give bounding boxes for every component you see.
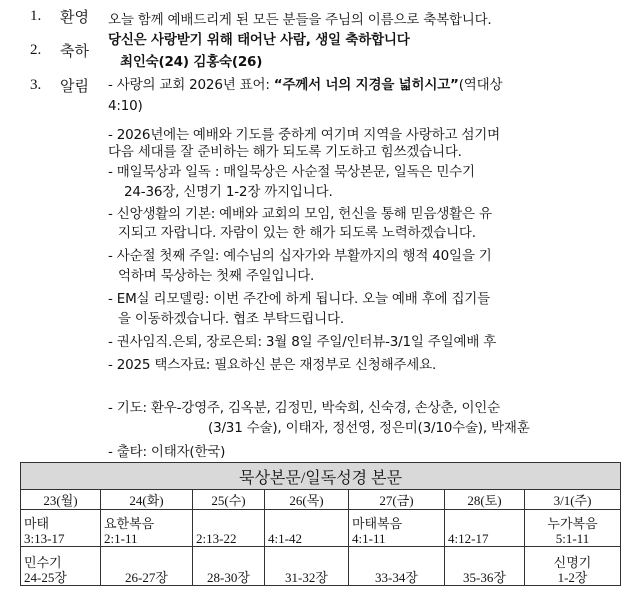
cell-ref: 35-36장 [463,570,506,585]
motto-reference-cont: 4:10) [108,98,143,114]
day-header: 24(화) [101,490,193,510]
welcome-text: 오늘 함께 예배드리게 된 모든 분들을 주님의 이름으로 축복합니다. [108,12,492,28]
meditation-cell [445,510,525,547]
notice-motto [108,73,502,93]
reading-cell [101,547,193,586]
notice-line: - 권사임직.은퇴, 장로은퇴: 3월 8일 주일/인터뷰-3/1일 주일예배 후 [108,334,497,350]
cell-ref: 26-27장 [125,570,168,585]
section-label-notices: 알림 [60,77,89,95]
cell-ref: 1-2장 [557,570,588,585]
motto-text: “주께서 너의 지경을 넓히시고” [273,77,459,93]
notice-line: - 신앙생활의 기본: 예배와 교회의 모임, 헌신을 통해 믿음생활은 유 [108,206,492,222]
cell-ref: 3:13-17 [24,531,65,546]
reading-cell [21,547,101,586]
reading-cell [193,547,265,586]
cell-ref: 2:1-11 [104,531,138,546]
birthday-names: 최인숙(24) 김홍숙(26) [120,54,263,70]
birthday-message: 당신은 사랑받기 위해 태어난 사람, 생일 축하합니다 [108,32,410,48]
day-header: 27(금) [349,490,445,510]
meditation-cell [101,510,193,547]
travel-notice: - 출타: 이태자(한국) [108,444,226,460]
meditation-cell [525,510,621,547]
cell-ref: 5:1-11 [555,531,590,546]
day-header: 3/1(주) [525,490,621,510]
cell-book: 누가복음 [547,516,598,531]
day-header: 26(목) [265,490,349,510]
reading-cell [349,547,445,586]
meditation-cell [349,510,445,547]
schedule-title: 묵상본문/일독성경 본문 [21,463,621,490]
section-label-welcome: 환영 [60,8,89,26]
notice-line: 다음 세대를 잘 준비하는 해가 되도록 기도하고 힘쓰겠습니다. [108,144,462,160]
section-number: 3. [30,77,42,93]
cell-ref: 24-25장 [24,570,67,585]
section-number: 2. [30,42,42,58]
cell-book: 마태복음 [352,516,403,531]
cell-ref: 4:12-17 [448,531,489,546]
notice-line: 억하며 묵상하는 첫째 주일입니다. [118,268,315,284]
notice-line: - 매일묵상과 일독 : 매일묵상은 사순절 묵상본문, 일독은 민수기 [108,164,475,180]
reading-cell [265,547,349,586]
motto-reference: (역대상 [458,77,503,93]
section-label-birthday: 축하 [60,42,89,60]
notice-line: - 사순절 첫째 주일: 예수님의 십자가와 부활까지의 행적 40일을 기 [108,248,492,264]
cell-ref: 4:1-42 [268,531,302,546]
meditation-cell [21,510,101,547]
cell-book: 민수기 [24,555,62,570]
reading-cell [445,547,525,586]
cell-book: 요한복음 [104,516,155,531]
day-header: 23(월) [21,490,101,510]
reading-cell [525,547,621,586]
notice-line: 지되고 자랍니다. 자람이 있는 한 해가 되도록 노력하겠습니다. [118,225,476,241]
notice-line: 24-36장, 신명기 1-2장 까지입니다. [124,184,333,200]
cell-ref: 33-34장 [375,570,418,585]
meditation-cell [193,510,265,547]
meditation-cell [265,510,349,547]
cell-ref: 4:1-11 [352,531,386,546]
reading-schedule-table [20,462,621,586]
notice-line: - 2025 택스자료: 필요하신 분은 재정부로 신청해주세요. [108,357,437,373]
meditation-row [21,510,621,547]
day-header: 25(수) [193,490,265,510]
cell-book: 마태 [24,516,50,531]
reading-row [21,547,621,586]
motto-prefix: - 사랑의 교회 2026년 표어: [108,77,274,93]
cell-ref: 2:13-22 [196,531,237,546]
prayer-line: (3/31 수술), 이태자, 정선영, 정은미(3/10수술), 박재훈 [208,420,530,436]
day-header: 28(토) [445,490,525,510]
cell-ref: 31-32장 [285,570,328,585]
notice-line: 을 이동하겠습니다. 협조 부탁드립니다. [118,311,344,327]
notice-line: - 2026년에는 예배와 기도를 중하게 여기며 지역을 사랑하고 섬기며 [108,127,500,143]
notice-line: - EM실 리모델링: 이번 주간에 하게 됩니다. 오늘 예배 후에 집기들 [108,291,490,307]
section-number: 1. [30,8,42,24]
prayer-line: - 기도: 환우-강영주, 김옥분, 김정민, 박숙희, 신숙경, 손상춘, 이인순 [108,400,500,416]
cell-book: 신명기 [553,555,592,570]
cell-ref: 28-30장 [207,570,250,585]
